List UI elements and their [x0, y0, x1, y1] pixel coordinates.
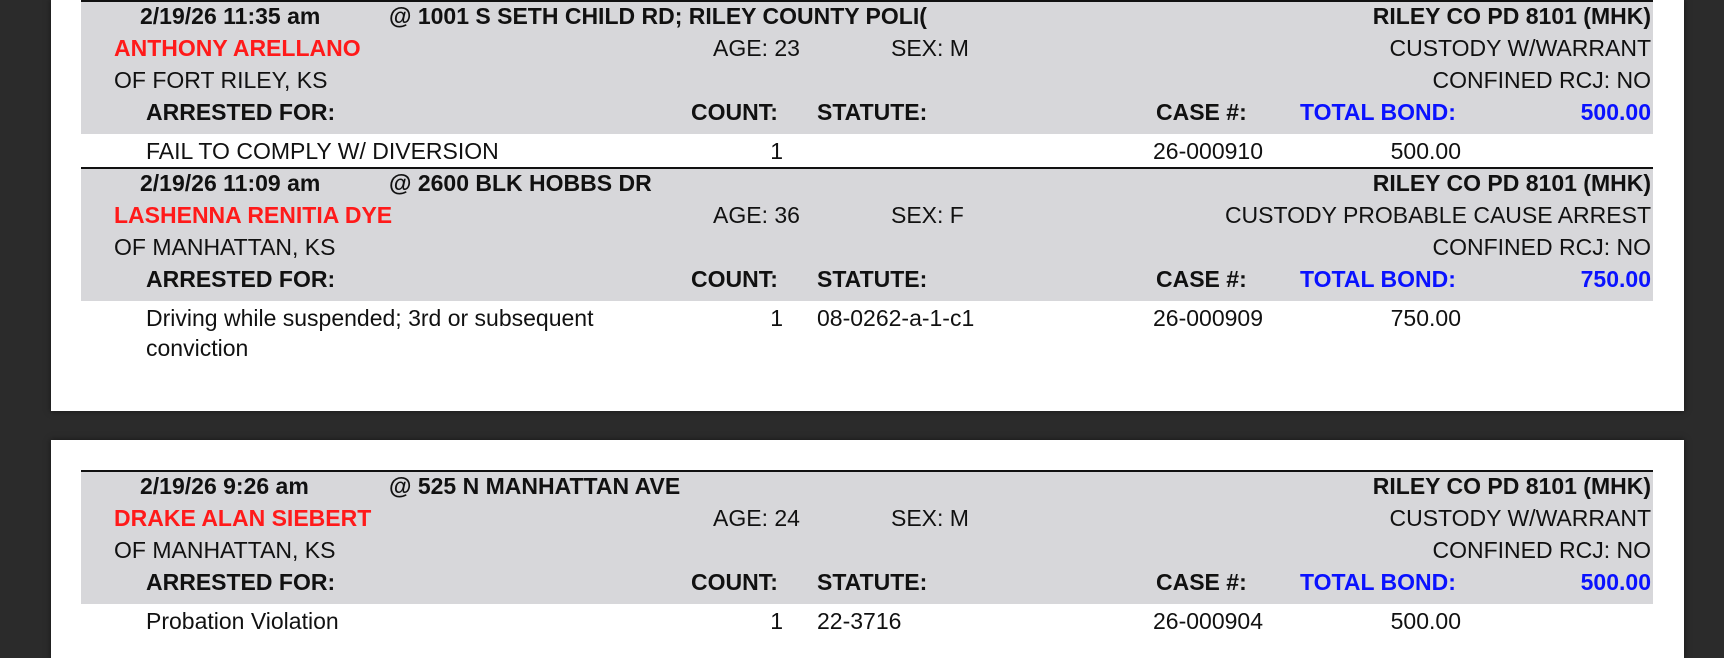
confined-status: CONFINED RCJ: NO [1432, 234, 1651, 260]
charge-description-cont: conviction [146, 335, 249, 361]
total-bond-value: 750.00 [1580, 266, 1651, 292]
case-label: CASE #: [1156, 569, 1247, 595]
charge-case-number: 26-000904 [1153, 608, 1263, 634]
case-label: CASE #: [1156, 99, 1247, 125]
charge-description: Probation Violation [146, 608, 339, 634]
statute-label: STATUTE: [817, 266, 928, 292]
arrestee-sex: SEX: M [891, 505, 969, 531]
charge-count: 1 [770, 138, 783, 164]
arrestee-age: AGE: 24 [713, 505, 800, 531]
report-page-1 [51, 0, 1684, 411]
arrestee-residence: OF MANHATTAN, KS [114, 537, 336, 563]
total-bond-label: TOTAL BOND: [1300, 266, 1456, 292]
statute-label: STATUTE: [817, 99, 928, 125]
arrest-location: @ 1001 S SETH CHILD RD; RILEY COUNTY POLI( [389, 3, 927, 29]
statute-label: STATUTE: [817, 569, 928, 595]
custody-type: CUSTODY PROBABLE CAUSE ARREST [1224, 202, 1651, 228]
arrestee-name: LASHENNA RENITIA DYE [114, 202, 393, 228]
arrest-datetime: 2/19/26 9:26 am [140, 473, 309, 499]
arrestee-residence: OF FORT RILEY, KS [114, 67, 328, 93]
arrestee-age: AGE: 23 [713, 35, 800, 61]
count-label: COUNT: [691, 569, 778, 595]
arrestee-sex: SEX: M [891, 35, 969, 61]
charge-description: FAIL TO COMPLY W/ DIVERSION [146, 138, 499, 164]
charge-bond: 500.00 [1390, 608, 1461, 634]
confined-status: CONFINED RCJ: NO [1432, 67, 1651, 93]
case-label: CASE #: [1156, 266, 1247, 292]
arrestee-residence: OF MANHATTAN, KS [114, 234, 336, 260]
arrestee-name: DRAKE ALAN SIEBERT [114, 505, 372, 531]
arrest-location: @ 525 N MANHATTAN AVE [389, 473, 681, 499]
arrested-for-label: ARRESTED FOR: [146, 266, 336, 292]
confined-status: CONFINED RCJ: NO [1432, 537, 1651, 563]
charge-count: 1 [770, 305, 783, 331]
arresting-agency: RILEY CO PD 8101 (MHK) [1372, 473, 1651, 499]
charge-bond: 750.00 [1390, 305, 1461, 331]
arrest-datetime: 2/19/26 11:35 am [140, 3, 321, 29]
arrested-for-label: ARRESTED FOR: [146, 99, 336, 125]
arresting-agency: RILEY CO PD 8101 (MHK) [1372, 170, 1651, 196]
charge-count: 1 [770, 608, 783, 634]
total-bond-value: 500.00 [1580, 99, 1651, 125]
charge-bond: 500.00 [1390, 138, 1461, 164]
arrest-location: @ 2600 BLK HOBBS DR [389, 170, 652, 196]
count-label: COUNT: [691, 99, 778, 125]
arresting-agency: RILEY CO PD 8101 (MHK) [1372, 3, 1651, 29]
arrest-datetime: 2/19/26 11:09 am [140, 170, 321, 196]
total-bond-label: TOTAL BOND: [1300, 569, 1456, 595]
arrestee-sex: SEX: F [891, 202, 964, 228]
charge-statute: 08-0262-a-1-c1 [817, 305, 975, 331]
total-bond-value: 500.00 [1580, 569, 1651, 595]
report-page-2 [51, 440, 1684, 658]
charge-description: Driving while suspended; 3rd or subsequent [146, 305, 594, 331]
custody-type: CUSTODY W/WARRANT [1389, 35, 1651, 61]
charge-statute: 22-3716 [817, 608, 902, 634]
total-bond-label: TOTAL BOND: [1300, 99, 1456, 125]
charge-case-number: 26-000909 [1153, 305, 1263, 331]
arrested-for-label: ARRESTED FOR: [146, 569, 336, 595]
count-label: COUNT: [691, 266, 778, 292]
charge-case-number: 26-000910 [1153, 138, 1263, 164]
arrestee-name: ANTHONY ARELLANO [114, 35, 361, 61]
arrestee-age: AGE: 36 [713, 202, 800, 228]
custody-type: CUSTODY W/WARRANT [1389, 505, 1651, 531]
